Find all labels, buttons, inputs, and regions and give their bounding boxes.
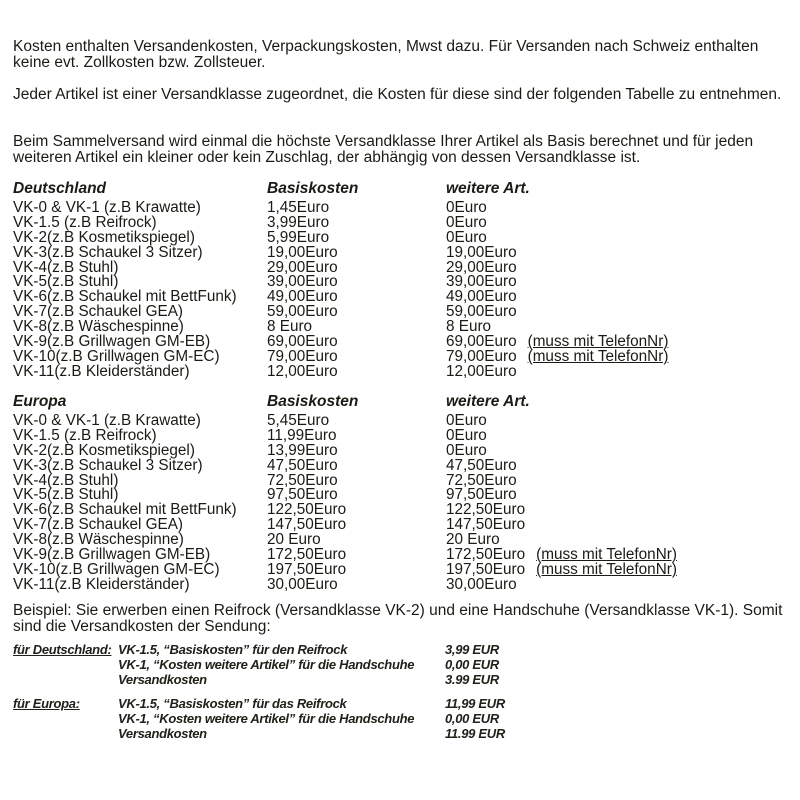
telefon-note: (muss mit TelefonNr): [536, 560, 677, 578]
weitere-cell: [446, 305, 799, 320]
versandklasse-cell: VK-1.5 (z.B Reifrock): [13, 426, 157, 444]
basiskosten-cell: 5,99Euro: [267, 228, 330, 246]
versandklasse-cell: VK-5(z.B Stuhl): [13, 273, 119, 291]
versandklasse-cell: VK-8(z.B Wäschespinne): [13, 318, 184, 335]
basiskosten-cell: 3,99Euro: [267, 213, 330, 231]
table-row: [13, 362, 799, 380]
shipping-table-europa: [13, 394, 799, 593]
basiskosten-cell: 30,00Euro: [267, 575, 338, 593]
table-row: [13, 456, 799, 474]
weitere-value: 0Euro: [446, 412, 487, 429]
example-block-europa: [13, 696, 505, 741]
weitere-value: 72,50Euro: [446, 471, 517, 489]
basiskosten-header: Basiskosten: [267, 393, 359, 410]
basiskosten-cell: 172,50Euro: [267, 545, 347, 563]
weitere-value: 20 Euro: [446, 531, 500, 548]
basiskosten-cell: 20 Euro: [267, 531, 321, 548]
table-row: [13, 471, 799, 489]
versandklasse-cell: VK-9(z.B Grillwagen GM-EB): [13, 545, 211, 563]
example-line-value: 0,00 EUR: [445, 657, 499, 672]
example-line: [118, 726, 505, 741]
basiskosten-cell: 59,00Euro: [267, 303, 338, 321]
table-header-deutschland: [13, 181, 799, 201]
example-block-label: für Europa:: [13, 696, 80, 711]
basiskosten-cell: 5,45Euro: [267, 412, 330, 429]
table-row: [13, 258, 799, 276]
versandklasse-cell: VK-4(z.B Stuhl): [13, 258, 119, 276]
table-rows-europa: [13, 414, 799, 593]
example-line: [118, 642, 499, 657]
versandklasse-cell: VK-7(z.B Schaukel GEA): [13, 303, 184, 321]
basiskosten-cell: 39,00Euro: [267, 273, 338, 291]
weitere-value: 79,00Euro: [446, 347, 517, 365]
versandklasse-cell: VK-2(z.B Kosmetikspiegel): [13, 441, 195, 459]
versandklasse-cell: VK-2(z.B Kosmetikspiegel): [13, 228, 195, 246]
example-line-text: Versandkosten: [118, 672, 207, 687]
example-line-text: VK-1.5, “Basiskosten” für den Reifrock: [118, 642, 348, 657]
versandklasse-cell: VK-0 & VK-1 (z.B Krawatte): [13, 412, 201, 429]
example-line-text: VK-1, “Kosten weitere Artikel” für die Handschuhe: [118, 711, 415, 726]
basiskosten-cell: 49,00Euro: [267, 288, 338, 306]
versandklasse-cell: VK-10(z.B Grillwagen GM-EC): [13, 347, 220, 365]
versandklasse-cell: VK-0 & VK-1 (z.B Krawatte): [13, 199, 201, 216]
weitere-value: 8 Euro: [446, 318, 492, 335]
basiskosten-cell: 12,00Euro: [267, 362, 338, 380]
weitere-cell: [446, 414, 799, 429]
weitere-value: 39,00Euro: [446, 273, 517, 291]
versandklasse-cell: VK-3(z.B Schaukel 3 Sitzer): [13, 243, 203, 261]
weitere-cell: [446, 575, 799, 593]
versandklasse-cell: VK-4(z.B Stuhl): [13, 471, 119, 489]
weitere-value: 147,50Euro: [446, 516, 526, 534]
table-row: [13, 243, 799, 261]
basiskosten-cell: 47,50Euro: [267, 456, 338, 474]
weitere-cell: [446, 426, 799, 444]
shipping-table-deutschland: [13, 181, 799, 380]
example-line: [118, 672, 499, 687]
telefon-note: (muss mit TelefonNr): [527, 332, 669, 350]
region-header: Deutschland: [13, 180, 107, 197]
example-line-text: VK-1.5, “Basiskosten” für das Reifrock: [118, 696, 347, 711]
weitere-value: 30,00Euro: [446, 575, 517, 593]
example-line-value: 3,99 EUR: [445, 642, 499, 657]
table-header-europa: [13, 394, 799, 414]
weitere-value: 97,50Euro: [446, 486, 517, 504]
telefon-note: (muss mit TelefonNr): [536, 545, 677, 563]
versandklasse-cell: VK-5(z.B Stuhl): [13, 486, 119, 504]
example-line-value: 11,99 EUR: [445, 696, 505, 711]
weitere-cell: [446, 213, 799, 231]
telefon-note: (muss mit TelefonNr): [527, 347, 669, 365]
basiskosten-cell: 13,99Euro: [267, 441, 338, 459]
versandklasse-cell: VK-7(z.B Schaukel GEA): [13, 516, 184, 534]
basiskosten-cell: 97,50Euro: [267, 486, 338, 504]
weitere-value: 0Euro: [446, 228, 487, 246]
versandklasse-cell: VK-9(z.B Grillwagen GM-EB): [13, 332, 211, 350]
weitere-art-header: weitere Art.: [446, 393, 530, 410]
example-block-deutschland: [13, 642, 499, 687]
versandklasse-cell: VK-11(z.B Kleiderständer): [13, 575, 190, 593]
weitere-value: 0Euro: [446, 426, 487, 444]
weitere-value: 47,50Euro: [446, 456, 517, 474]
example-line-text: VK-1, “Kosten weitere Artikel” für die Handschuhe: [118, 657, 415, 672]
example-line-value: 11.99 EUR: [445, 726, 505, 741]
basiskosten-cell: 122,50Euro: [267, 501, 347, 519]
example-block-label: für Deutschland:: [13, 642, 112, 657]
example-line-value: 0,00 EUR: [445, 711, 499, 726]
basiskosten-cell: 79,00Euro: [267, 347, 338, 365]
weitere-cell: [446, 362, 799, 380]
weitere-value: 12,00Euro: [446, 362, 517, 380]
basiskosten-cell: 11,99Euro: [267, 426, 337, 444]
weitere-value: 49,00Euro: [446, 288, 517, 306]
weitere-value: 197,50Euro: [446, 560, 526, 578]
example-line: [118, 711, 505, 726]
basiskosten-cell: 147,50Euro: [267, 516, 347, 534]
region-header: Europa: [13, 393, 67, 410]
weitere-value: 29,00Euro: [446, 258, 517, 276]
versandklasse-cell: VK-6(z.B Schaukel mit BettFunk): [13, 501, 237, 519]
weitere-value: 59,00Euro: [446, 303, 517, 321]
basiskosten-cell: 19,00Euro: [267, 243, 338, 261]
weitere-art-header: weitere Art.: [446, 180, 530, 197]
intro-paragraph-versandklasse: Jeder Artikel ist einer Versandklasse zugeordnet, die Kosten für diese sind der folgenden Tabelle zu entnehmen.: [13, 86, 782, 103]
basiskosten-cell: 8 Euro: [267, 318, 313, 335]
versandklasse-cell: VK-8(z.B Wäschespinne): [13, 531, 184, 548]
weitere-value: 122,50Euro: [446, 501, 526, 519]
weitere-value: 0Euro: [446, 213, 487, 231]
versandklasse-cell: VK-3(z.B Schaukel 3 Sitzer): [13, 456, 203, 474]
versandklasse-cell: VK-11(z.B Kleiderständer): [13, 362, 190, 380]
weitere-value: 19,00Euro: [446, 243, 517, 261]
weitere-value: 172,50Euro: [446, 545, 526, 563]
weitere-value: 0Euro: [446, 441, 487, 459]
versandklasse-cell: VK-6(z.B Schaukel mit BettFunk): [13, 288, 237, 306]
example-lines-deutschland: [118, 642, 499, 687]
basiskosten-cell: 72,50Euro: [267, 471, 338, 489]
example-intro: Beispiel: Sie erwerben einen Reifrock (Versandklasse VK-2) und eine Handschuhe (Versandklasse VK-1). Somit sind die Versandkosten der Sendung:: [13, 602, 783, 635]
example-line-value: 3.99 EUR: [445, 672, 499, 687]
basiskosten-cell: 29,00Euro: [267, 258, 338, 276]
weitere-value: 0Euro: [446, 199, 487, 216]
example-lines-europa: [118, 696, 505, 741]
example-line-text: Versandkosten: [118, 726, 207, 741]
table-row: [13, 575, 799, 593]
basiskosten-cell: 197,50Euro: [267, 560, 347, 578]
example-line: [118, 657, 499, 672]
basiskosten-cell: 1,45Euro: [267, 199, 330, 216]
table-rows-deutschland: [13, 201, 799, 380]
versandklasse-cell: VK-10(z.B Grillwagen GM-EC): [13, 560, 220, 578]
intro-paragraph-costs: Kosten enthalten Versandenkosten, Verpackungskosten, Mwst dazu. Für Versanden nach Schweiz enthalten keine evt. Zollkosten bzw. Zollsteuer.: [13, 38, 759, 71]
versandklasse-cell: VK-1.5 (z.B Reifrock): [13, 213, 157, 231]
weitere-cell: [446, 201, 799, 216]
basiskosten-header: Basiskosten: [267, 180, 359, 197]
example-line: [118, 696, 505, 711]
basiskosten-cell: 69,00Euro: [267, 332, 338, 350]
weitere-value: 69,00Euro: [446, 332, 517, 350]
intro-paragraph-sammelversand: Beim Sammelversand wird einmal die höchste Versandklasse Ihrer Artikel als Basis berechnet und für jeden weiteren Artikel ein kleiner oder kein Zuschlag, der abhängig von dessen Versandklasse ist.: [13, 133, 754, 166]
